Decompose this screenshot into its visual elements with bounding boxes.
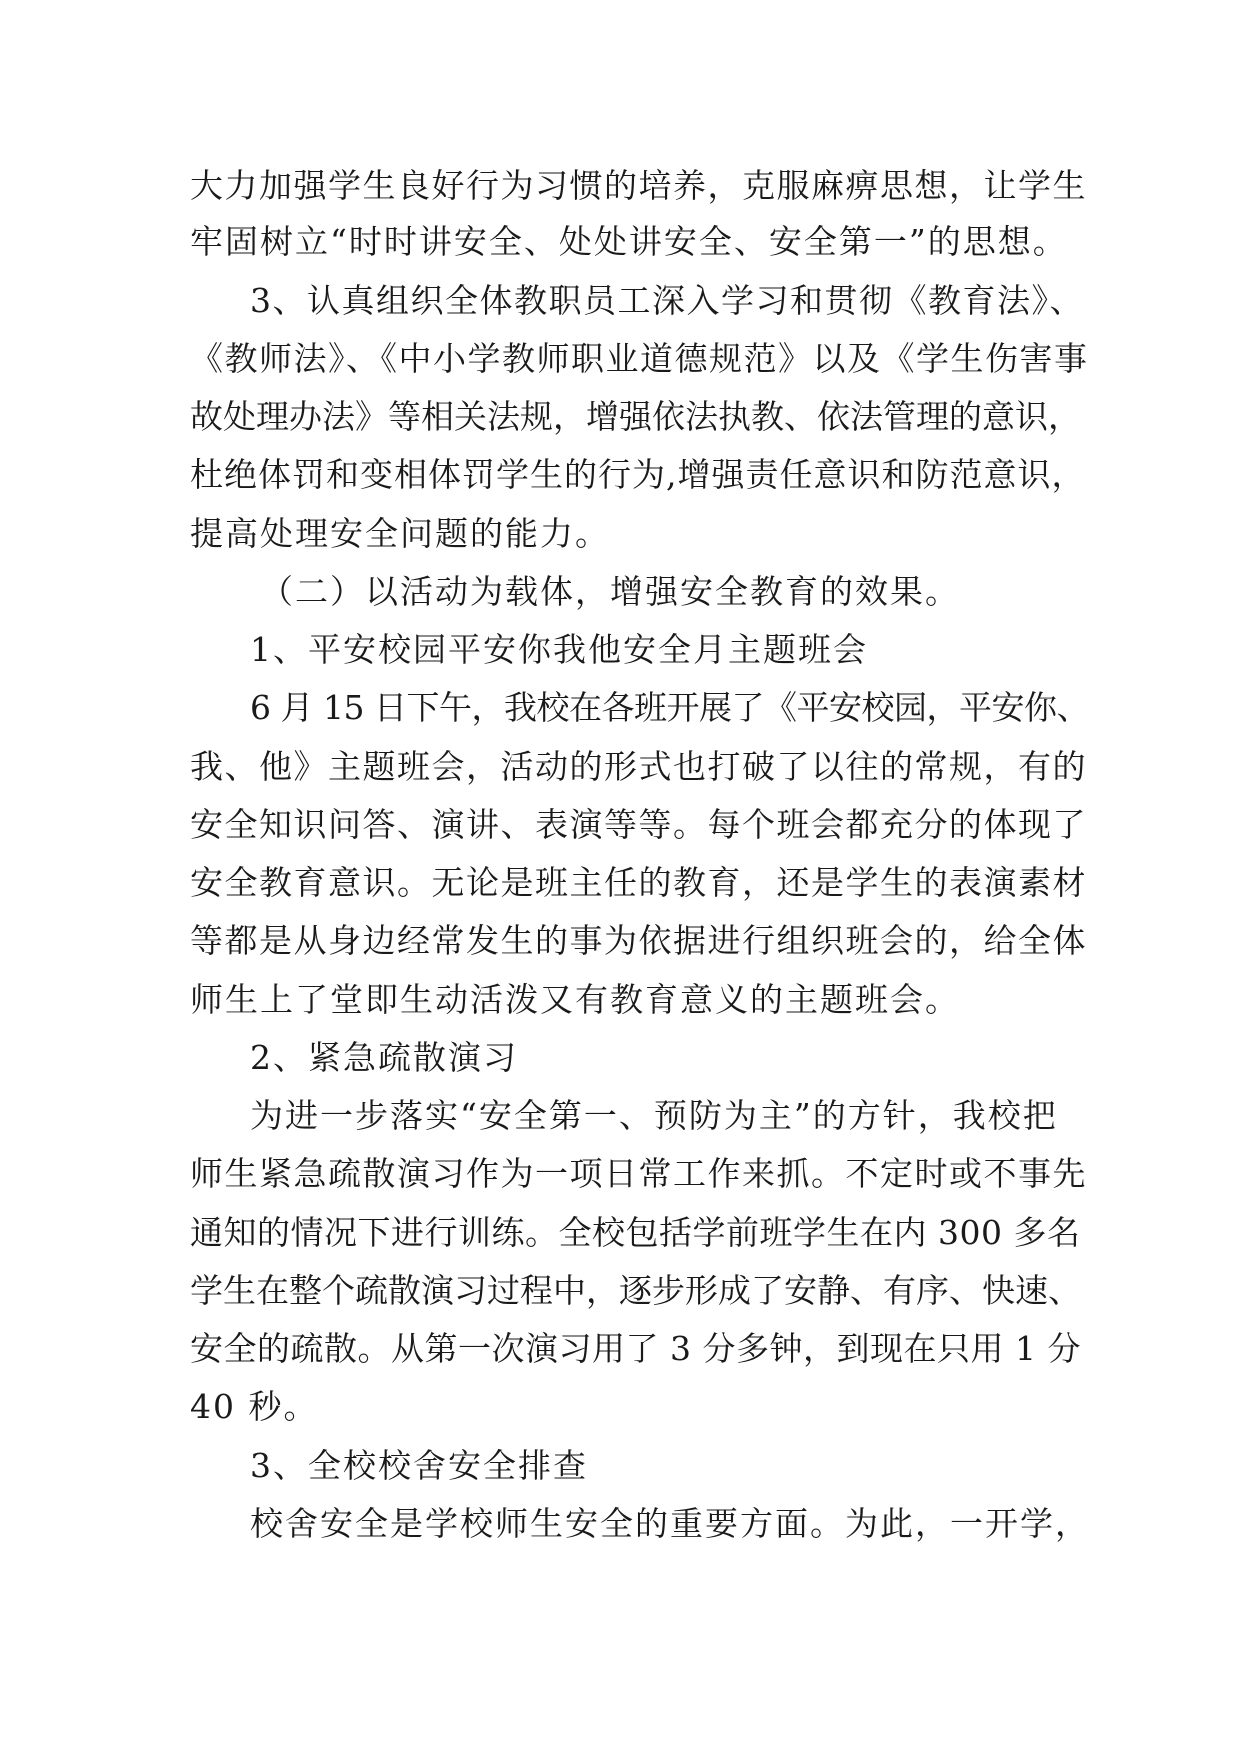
text-line-24: 校舍安全是学校师生安全的重要方面。为此，一开学， <box>250 1504 1090 1543</box>
text-line-15: 师生上了堂即生动活泼又有教育意义的主题班会。 <box>190 980 960 1019</box>
subheading-2: 2、紧急疏散演习 <box>250 1038 518 1077</box>
text-line-2: 牢固树立“时时讲安全、处处讲安全、安全第一”的思想。 <box>190 222 1068 261</box>
text-line-22: 40 秒。 <box>190 1387 319 1426</box>
text-line-19: 通知的情况下进行训练。全校包括学前班学生在内 300 多名 <box>190 1213 1081 1252</box>
text-line-5: 故处理办法》等相关法规，增强依法执教、依法管理的意识， <box>190 397 1081 436</box>
text-line-12: 安全知识问答、演讲、表演等等。每个班会都充分的体现了 <box>190 805 1087 844</box>
text-line-18: 师生紧急疏散演习作为一项日常工作来抓。不定时或不事先 <box>190 1154 1087 1193</box>
section-heading-2: （二）以活动为载体，增强安全教育的效果。 <box>260 572 960 611</box>
text-line-21: 安全的疏散。从第一次演习用了 3 分多钟，到现在只用 1 分 <box>190 1329 1081 1368</box>
text-line-4: 《教师法》、《中小学教师职业道德规范》以及《学生伤害事 <box>190 339 1089 378</box>
text-line-1: 大力加强学生良好行为习惯的培养，克服麻痹思想，让学生 <box>190 166 1087 205</box>
text-line-7: 提高处理安全问题的能力。 <box>190 514 610 553</box>
text-line-6: 杜绝体罚和变相体罚学生的行为,增强责任意识和防范意识， <box>190 455 1086 494</box>
text-line-11: 我、他》主题班会，活动的形式也打破了以往的常规，有的 <box>190 747 1087 786</box>
text-line-10: 6 月 15 日下午，我校在各班开展了《平安校园，平安你、 <box>250 688 1089 727</box>
text-line-14: 等都是从身边经常发生的事为依据进行组织班会的，给全体 <box>190 921 1087 960</box>
text-line-13: 安全教育意识。无论是班主任的教育，还是学生的表演素材 <box>190 863 1087 902</box>
subheading-3: 3、全校校舍安全排查 <box>250 1446 588 1485</box>
text-line-17: 为进一步落实“安全第一、预防为主”的方针，我校把 <box>250 1096 1058 1135</box>
text-line-3: 3、认真组织全体教职员工深入学习和贯彻《教育法》、 <box>250 281 1084 320</box>
subheading-1: 1、平安校园平安你我他安全月主题班会 <box>250 630 868 669</box>
text-line-20: 学生在整个疏散演习过程中，逐步形成了安静、有序、快速、 <box>190 1271 1081 1310</box>
